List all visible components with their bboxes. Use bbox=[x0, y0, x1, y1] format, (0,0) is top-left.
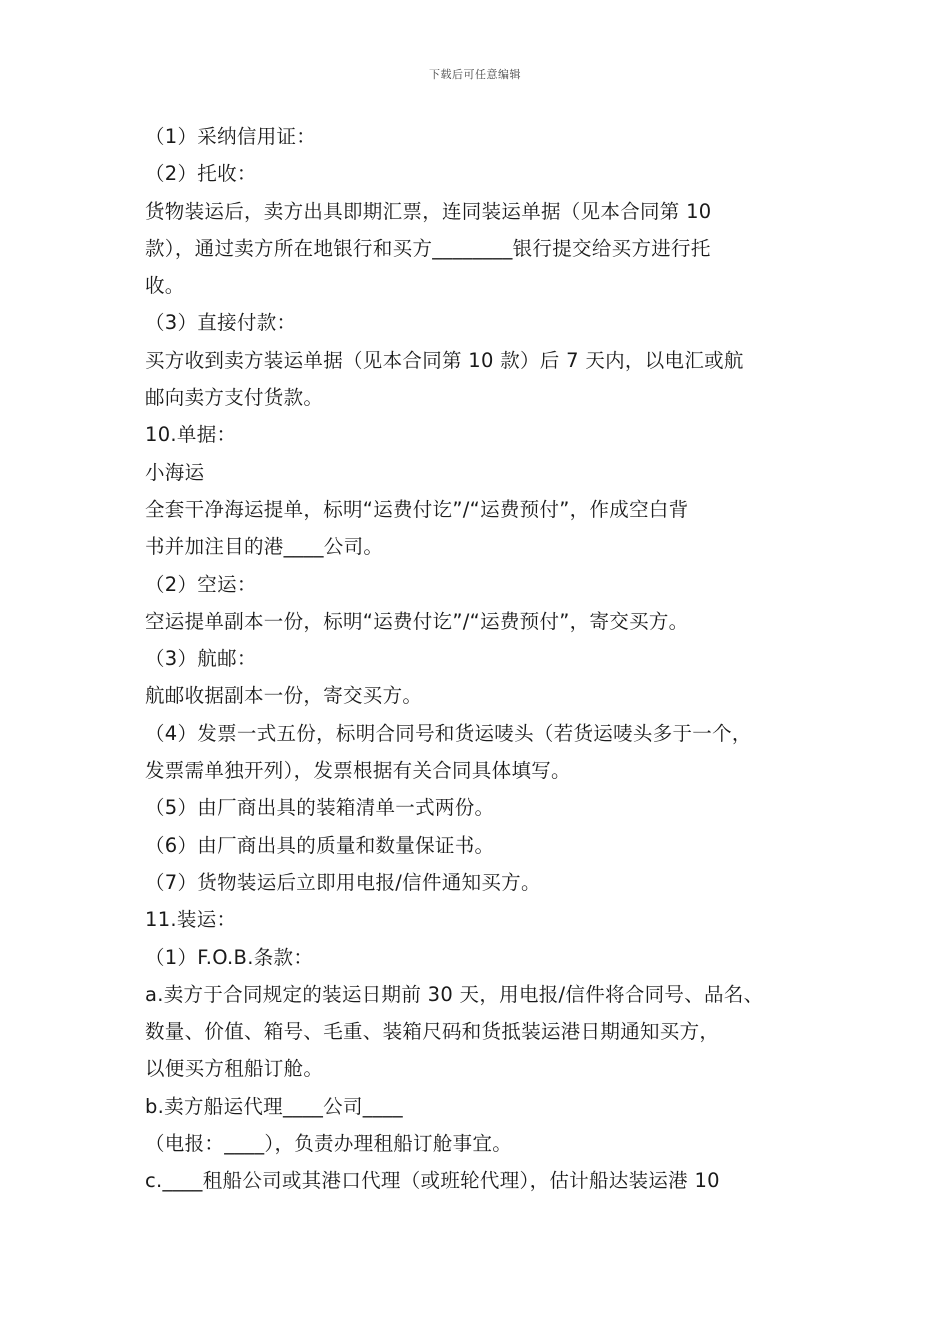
text-line: 全套干净海运提单，标明“运费付讫”/“运费预付”，作成空白背 bbox=[145, 497, 689, 521]
text-line: 数量、价值、箱号、毛重、装箱尺码和货抵装运港日期通知买方， bbox=[145, 1020, 720, 1044]
text-line: （3）航邮： bbox=[145, 647, 257, 671]
text-line: （2）空运： bbox=[145, 572, 257, 596]
text-line: c.____租船公司或其港口代理（或班轮代理），估计船达装运港 10 bbox=[145, 1169, 720, 1193]
text-line: 货物装运后，卖方出具即期汇票，连同装运单据（见本合同第 10 bbox=[145, 199, 712, 223]
section-heading: 10.单据： bbox=[145, 423, 237, 447]
text-line: （1）F.O.B.条款： bbox=[145, 945, 314, 969]
text-line: （2）托收： bbox=[145, 162, 257, 186]
text-line: 款），通过卖方所在地银行和买方________银行提交给买方进行托 bbox=[145, 236, 711, 260]
page-header-note: 下载后可任意编辑 bbox=[429, 68, 521, 81]
text-line: a.卖方于合同规定的装运日期前 30 天，用电报/信件将合同号、品名、 bbox=[145, 982, 764, 1006]
text-line: （4）发票一式五份，标明合同号和货运唛头（若货运唛头多于一个， bbox=[145, 721, 752, 745]
text-line: （1）采纳信用证： bbox=[145, 125, 317, 148]
text-line: 邮向卖方支付货款。 bbox=[145, 386, 324, 410]
text-line: （6）由厂商出具的质量和数量保证书。 bbox=[145, 833, 495, 857]
text-line: 买方收到卖方装运单据（见本合同第 10 款）后 7 天内，以电汇或航 bbox=[145, 348, 744, 372]
text-line: 书并加注目的港____公司。 bbox=[145, 535, 384, 559]
section-heading: 11.装运： bbox=[145, 908, 237, 932]
text-line: （5）由厂商出具的装箱清单一式两份。 bbox=[145, 796, 495, 820]
text-line: （3）直接付款： bbox=[145, 311, 297, 335]
text-line: 发票需单独开列），发票根据有关合同具体填写。 bbox=[145, 759, 571, 783]
text-line: 以便买方租船订舱。 bbox=[145, 1057, 324, 1081]
text-line: 空运提单副本一份，标明“运费付讫”/“运费预付”，寄交买方。 bbox=[145, 609, 689, 633]
text-line: 航邮收据副本一份，寄交买方。 bbox=[145, 684, 423, 708]
text-line: （7）货物装运后立即用电报/信件通知买方。 bbox=[145, 870, 541, 894]
text-line: 小海运 bbox=[145, 460, 205, 484]
text-line: （电报：____），负责办理租船订舱事宜。 bbox=[145, 1132, 513, 1156]
text-line: b.卖方船运代理____公司____ bbox=[145, 1094, 403, 1118]
document-body bbox=[145, 118, 825, 1200]
text-line: 收。 bbox=[145, 274, 185, 298]
